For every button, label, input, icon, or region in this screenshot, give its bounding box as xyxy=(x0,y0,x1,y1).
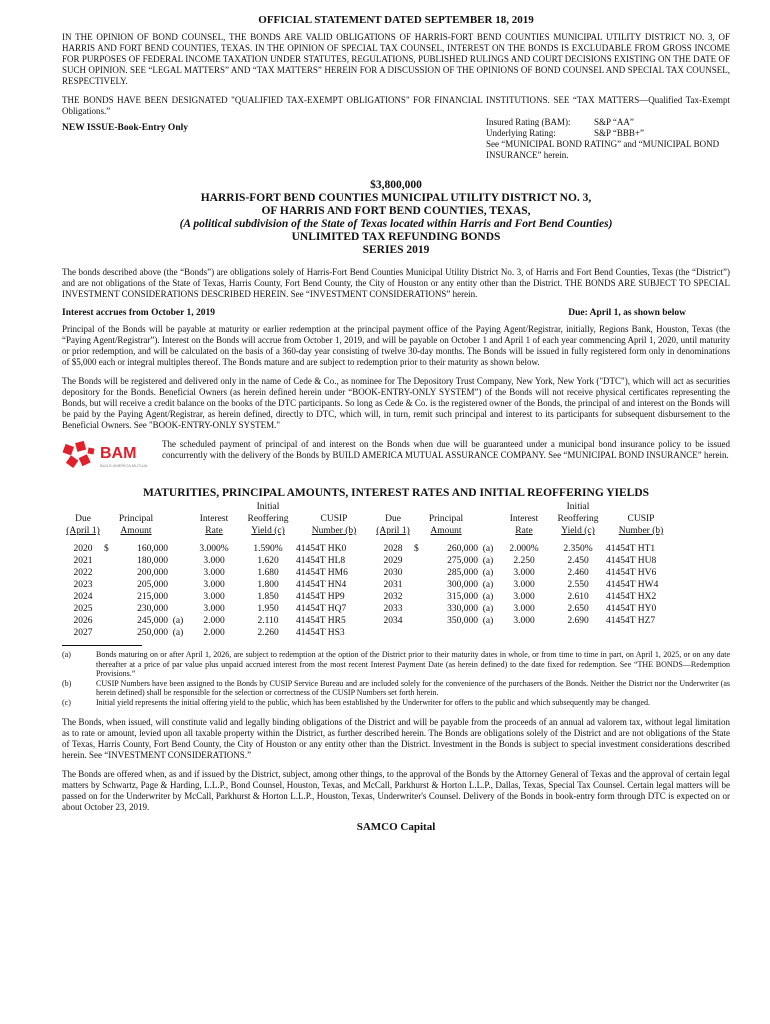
header-initial-right: Initial xyxy=(566,502,590,512)
principal-amount-left: 200,000 xyxy=(137,568,168,578)
dollar-sign-left xyxy=(104,627,122,639)
principal-amount-left: 205,000 xyxy=(137,580,168,590)
dollar-sign-right xyxy=(414,615,432,627)
redemption-note-right: (a) xyxy=(482,544,494,554)
table-row xyxy=(62,627,676,639)
header-reoffering-right: Reoffering xyxy=(557,514,599,524)
footnote-b-key: (b) xyxy=(62,678,72,688)
header-row-labels xyxy=(62,513,676,525)
reoffering-yield-left: 1.950 xyxy=(257,604,279,614)
statement-date-title: OFFICIAL STATEMENT DATED SEPTEMBER 18, 2019 xyxy=(258,14,534,26)
due-year-right: 2032 xyxy=(383,592,403,602)
bond-type-line: UNLIMITED TAX REFUNDING BONDS xyxy=(291,231,501,243)
bond-amount: $3,800,000 xyxy=(370,179,422,191)
reoffering-yield-left: 1.800 xyxy=(257,580,279,590)
reoffering-yield-right: 2.460 xyxy=(567,568,589,578)
bam-logo-text: BAM xyxy=(100,445,137,462)
bond-counsel-opinion: IN THE OPINION OF BOND COUNSEL, THE BONDS ARE VALID OBLIGATIONS OF HARRIS-FORT BEND COUNTIES MUNICIPAL UTILITY DISTRICT NO. 3, OF HARRIS AND FORT BEND COUNTIES, TEXAS. IN THE OPINION OF SPECIAL TAX COUNSEL, INTEREST ON THE BONDS IS EXCLUDABLE FROM GROSS INCOME FOR PURPOSES OF FEDERAL INCOME TAXATION UNDER STATUTES, REGULATIONS, PUBLISHED RULINGS AND COURT DECISIONS EXISTING ON THE DATE OF SUCH OPINION. SEE “LEGAL MATTERS” AND “TAX MATTERS” HEREIN FOR A DISCUSSION OF THE OPINIONS OF BOND COUNSEL AND SPECIAL TAX COUNSEL, RESPECTIVELY. xyxy=(62,32,730,86)
due-year-right xyxy=(372,627,414,639)
footnote-b-text: CUSIP Numbers have been assigned to the Bonds by CUSIP Service Bureau and are included solely for the convenience of the purchasers of the Bonds. Neither the District nor the Underwriter (as herein defined) shall be responsible for the selection or correctness of the CUSIP Numbers set forth herein. xyxy=(96,678,730,697)
cusip-number-right: 41454T HT1 xyxy=(606,544,656,554)
header-due-sub-left: (April 1) xyxy=(66,526,100,536)
table-row xyxy=(62,543,676,555)
reoffering-yield-left: 1.590% xyxy=(253,544,283,554)
header-yield-sub-left: Yield (c) xyxy=(251,526,285,536)
header-cusip-sub-left: Number (b) xyxy=(311,526,357,536)
redemption-note-right: (a) xyxy=(482,592,494,602)
redemption-note-right: (a) xyxy=(482,616,494,626)
series-line: SERIES 2019 xyxy=(362,244,430,256)
interest-rate-right: 2.250 xyxy=(513,556,535,566)
issue-and-ratings xyxy=(62,119,730,173)
bond-title-block xyxy=(62,179,730,257)
due-year-left: 2024 xyxy=(73,592,93,602)
header-interest-right: Interest xyxy=(509,514,539,524)
redemption-note-right: (a) xyxy=(482,604,494,614)
ratings-see-note: See “MUNICIPAL BOND RATING” and “MUNICIPAL BOND INSURANCE” herein. xyxy=(486,139,720,160)
footnote-a xyxy=(62,650,730,679)
due-year-left: 2023 xyxy=(73,580,93,590)
redemption-note-right xyxy=(478,627,498,639)
header-due-sub-right: (April 1) xyxy=(376,526,410,536)
dollar-sign-right xyxy=(414,567,432,579)
table-row xyxy=(62,567,676,579)
principal-amount-right: 300,000 xyxy=(447,580,478,590)
footnotes xyxy=(62,650,730,707)
reoffering-yield-right: 2.690 xyxy=(567,616,589,626)
interest-rate-right: 3.000 xyxy=(513,592,535,602)
redemption-note-right: (a) xyxy=(482,556,494,566)
maturities-title: MATURITIES, PRINCIPAL AMOUNTS, INTEREST RATES AND INITIAL REOFFERING YIELDS xyxy=(142,487,650,499)
interest-rate-right xyxy=(498,627,550,639)
due-year-left: 2026 xyxy=(73,616,93,626)
dollar-sign-right xyxy=(414,555,432,567)
redemption-note-left xyxy=(168,579,188,591)
due-year-left: 2022 xyxy=(73,568,93,578)
interest-rate-right: 3.000 xyxy=(513,580,535,590)
dollar-sign-right xyxy=(414,591,432,603)
principal-amount-right: 285,000 xyxy=(447,568,478,578)
cusip-number-right: 41454T HX2 xyxy=(606,592,657,602)
due-year-left: 2025 xyxy=(73,604,93,614)
payable-paragraph: The Bonds, when issued, will constitute valid and legally binding obligations of the District and will be payable from the proceeds of an annual ad valorem tax, without legal limitation as to rate or amount, levied upon all taxable property within the District, as further described herein. The Bonds are obligations solely of the District and are not obligations of the State of Texas, Harris County, Fort Bend County, the City of Houston or any entity other than the District. Investment in the Bonds is subject to special investment considerations described herein. See “INVESTMENT CONSIDERATIONS.” xyxy=(62,717,730,760)
interest-rate-right: 2.000% xyxy=(509,544,539,554)
offered-paragraph: The Bonds are offered when, as and if issued by the District, subject, among other things, to the approval of the Bonds by the Attorney General of Texas and the approval of certain legal matters by Schwartz, Page & Harding, L.L.P., Bond Counsel, Houston, Texas, and McCall, Parkhurst & Horton L.L.P., Dallas, Texas, Special Tax Counsel. Certain legal matters will be passed on for the Underwriter by McCall, Parkhurst & Horton L.L.P., Houston, Texas, Underwriter's Counsel. Delivery of the Bonds in book-entry form through DTC is expected on or about October 23, 2019. xyxy=(62,769,730,812)
due-year-right: 2033 xyxy=(383,604,403,614)
reoffering-yield-right: 2.610 xyxy=(567,592,589,602)
redemption-note-left xyxy=(168,567,188,579)
table-row xyxy=(62,555,676,567)
dollar-sign-right xyxy=(414,603,432,615)
district-name-line2: OF HARRIS AND FORT BEND COUNTIES, TEXAS, xyxy=(261,205,531,217)
principal-amount-left: 250,000 xyxy=(137,628,168,638)
cusip-number-left: 41454T HP9 xyxy=(296,592,345,602)
principal-amount-left: 160,000 xyxy=(137,544,168,554)
cusip-number-right: 41454T HY0 xyxy=(606,604,657,614)
ratings-block xyxy=(486,117,736,161)
interest-accrues-label: Interest accrues from October 1, 2019 xyxy=(62,308,216,318)
interest-rate-left: 3.000 xyxy=(203,568,225,578)
table-row xyxy=(62,591,676,603)
header-cusip-right: CUSIP xyxy=(627,514,655,524)
principal-amount-left: 245,000 xyxy=(137,616,168,626)
interest-rate-left: 3.000 xyxy=(203,604,225,614)
due-year-left: 2027 xyxy=(73,628,93,638)
dollar-sign-left xyxy=(104,615,122,627)
political-subdivision-line: (A political subdivision of the State of Texas located within Harris and Fort Bend Counties) xyxy=(179,218,613,230)
principal-amount-right: 260,000 xyxy=(447,544,478,554)
principal-amount-right: 315,000 xyxy=(447,592,478,602)
reoffering-yield-right: 2.550 xyxy=(567,580,589,590)
header-amount-sub-left: Amount xyxy=(120,526,152,536)
footnote-c-text: Initial yield represents the initial offering yield to the public, which has been established by the Underwriter for offers to the public and which subsequently may be changed. xyxy=(96,697,650,707)
table-row xyxy=(62,615,676,627)
principal-paragraph: Principal of the Bonds will be payable at maturity or earlier redemption at the principal payment office of the Paying Agent/Registrar, initially, Regions Bank, Houston, Texas (the “Paying Agent/Registrar”). Interest on the Bonds will accrue from October 1, 2019, and will be payable on October 1 and April 1 of each year commencing April 1, 2020, until maturity or prior redemption, and will be calculated on the basis of a 360-day year consisting of twelve 30-day months. The Bonds will be issued in fully registered form only in denominations of $5,000 each or integral multiples thereof. The Bonds mature and are subject to redemption prior to their maturity as shown below. xyxy=(62,324,730,367)
cusip-number-left: 41454T HS3 xyxy=(296,628,345,638)
footnote-c xyxy=(62,698,730,708)
table-row xyxy=(62,579,676,591)
reoffering-yield-left: 2.260 xyxy=(257,628,279,638)
interest-rate-left: 3.000 xyxy=(203,592,225,602)
cusip-number-left: 41454T HQ7 xyxy=(296,604,347,614)
cusip-number-left: 41454T HK0 xyxy=(296,544,347,554)
redemption-note-left xyxy=(168,591,188,603)
principal-amount-left: 215,000 xyxy=(137,592,168,602)
reoffering-yield-right xyxy=(550,627,606,639)
bam-logo-subtext: BUILD AMERICA MUTUAL xyxy=(100,463,149,468)
header-row-initial xyxy=(62,501,676,513)
reoffering-yield-left: 1.620 xyxy=(257,556,279,566)
redemption-note-right: (a) xyxy=(482,568,494,578)
official-statement-page xyxy=(62,14,730,833)
interest-rate-left: 3.000 xyxy=(203,580,225,590)
redemption-note-left: (a) xyxy=(172,616,184,626)
interest-rate-right: 3.000 xyxy=(513,616,535,626)
header-due-right: Due xyxy=(385,514,401,524)
bam-logo xyxy=(62,439,154,475)
header-cusip-left: CUSIP xyxy=(320,514,348,524)
dollar-sign-left xyxy=(104,603,122,615)
underlying-rating-value: S&P “BBB+” xyxy=(594,128,645,138)
tax-exempt-designation: THE BONDS HAVE BEEN DESIGNATED "QUALIFIED TAX-EXEMPT OBLIGATIONS" FOR FINANCIAL INSTITUTIONS. SEE “TAX MATTERS—Qualified Tax-Exempt Obligations.” xyxy=(62,95,730,116)
due-year-right: 2030 xyxy=(383,568,403,578)
reoffering-yield-left: 1.680 xyxy=(257,568,279,578)
reoffering-yield-left: 1.850 xyxy=(257,592,279,602)
footnote-c-key: (c) xyxy=(62,697,71,707)
header-amount-sub-right: Amount xyxy=(430,526,462,536)
cusip-number-right: 41454T HZ7 xyxy=(606,616,656,626)
footnote-a-key: (a) xyxy=(62,650,71,659)
due-year-right: 2028 xyxy=(383,544,403,554)
due-year-right: 2031 xyxy=(383,580,403,590)
redemption-note-left: (a) xyxy=(172,628,184,638)
header-rate-sub-right: Rate xyxy=(515,526,533,536)
insured-rating-label: Insured Rating (BAM): xyxy=(486,117,571,127)
dollar-sign-left xyxy=(104,555,122,567)
header-interest-left: Interest xyxy=(199,514,229,524)
dollar-sign-left: $ xyxy=(104,544,109,554)
header-due-left: Due xyxy=(75,514,91,524)
dtc-paragraph: The Bonds will be registered and delivered only in the name of Cede & Co., as nominee for The Depository Trust Company, New York, New York ("DTC"), which will act as securities depository for the Bonds. Beneficial Owners (as herein defined herein under “BOOK-ENTRY-ONLY SYSTEM”) of the Bonds will not receive physical certificates representing the Bonds, but will receive a credit balance on the books of the DTC participants. So long as Cede & Co. is the registered owner of the Bonds, the principal of and interest on the Bonds will be paid by the Paying Agent/Registrar, as herein defined, directly to DTC, which will, in turn, remit such principal and interest to its participants for subsequent disbursement to the Beneficial Owners. See "BOOK-ENTRY-ONLY SYSTEM." xyxy=(62,376,730,430)
principal-amount-right: 275,000 xyxy=(447,556,478,566)
header-reoffering-left: Reoffering xyxy=(247,514,289,524)
principal-amount-right: 350,000 xyxy=(447,616,478,626)
reoffering-yield-right: 2.350% xyxy=(563,544,593,554)
principal-amount-left: 180,000 xyxy=(137,556,168,566)
insured-rating-value: S&P “AA” xyxy=(594,117,634,127)
dollar-sign-left xyxy=(104,591,122,603)
header-cusip-sub-right: Number (b) xyxy=(618,526,664,536)
table-row xyxy=(62,603,676,615)
bam-insurance-row xyxy=(62,439,730,479)
header-row-sublabels xyxy=(62,525,676,537)
cusip-number-right xyxy=(606,627,676,639)
new-issue-label: NEW ISSUE-Book-Entry Only xyxy=(62,123,188,133)
footnote-b xyxy=(62,679,730,698)
reoffering-yield-right: 2.650 xyxy=(567,604,589,614)
maturities-table xyxy=(62,501,676,639)
header-rate-sub-left: Rate xyxy=(205,526,223,536)
bam-logo-mark-icon xyxy=(63,441,95,468)
cusip-number-left: 41454T HN4 xyxy=(296,580,347,590)
cusip-number-left: 41454T HL8 xyxy=(296,556,346,566)
redemption-note-left xyxy=(168,603,188,615)
interest-rate-left: 3.000 xyxy=(203,556,225,566)
cusip-number-right: 41454T HW4 xyxy=(606,580,659,590)
footnote-a-text: Bonds maturing on or after April 1, 2026, are subject to redemption at the option of the District prior to their maturity dates in whole, or from time to time in part, on April 1, 2025, or on any date thereafter at a price of par value plus unpaid accrued interest from the most recent Interest Payment Date (as herein defined) to the date fixed for redemption. See “THE BONDS—Redemption Provisions.” xyxy=(96,650,730,678)
dollar-sign-left xyxy=(104,567,122,579)
due-year-left: 2021 xyxy=(73,556,93,566)
cusip-number-left: 41454T HR5 xyxy=(296,616,346,626)
dollar-sign-right xyxy=(414,579,432,591)
due-year-right: 2034 xyxy=(383,616,403,626)
interest-rate-left: 2.000 xyxy=(203,628,225,638)
dollar-sign-right: $ xyxy=(414,544,419,554)
redemption-note-left xyxy=(168,543,188,555)
interest-rate-right: 3.000 xyxy=(513,568,535,578)
cusip-number-right: 41454T HU8 xyxy=(606,556,657,566)
interest-rate-right: 3.000 xyxy=(513,604,535,614)
bam-insurance-text: The scheduled payment of principal of and interest on the Bonds when due will be guaranteed under a municipal bond insurance policy to be issued concurrently with the delivery of the Bonds by BUILD AMERICA MUTUAL ASSURANCE COMPANY. See “MUNICIPAL BOND INSURANCE” herein. xyxy=(162,439,730,460)
underlying-rating-label: Underlying Rating: xyxy=(486,128,556,138)
principal-amount-left: 230,000 xyxy=(137,604,168,614)
dollar-sign-right xyxy=(414,627,432,639)
maturities-body xyxy=(62,543,676,639)
header-initial-left: Initial xyxy=(256,502,280,512)
due-year-left: 2020 xyxy=(73,544,93,554)
header-principal-right: Principal xyxy=(428,514,464,524)
interest-rate-left: 3.000% xyxy=(199,544,229,554)
redemption-note-right: (a) xyxy=(482,580,494,590)
reoffering-yield-left: 2.110 xyxy=(257,616,279,626)
underwriter-name: SAMCO Capital xyxy=(356,821,436,833)
principal-amount-right xyxy=(432,627,478,639)
interest-rate-left: 2.000 xyxy=(203,616,225,626)
principal-amount-right: 330,000 xyxy=(447,604,478,614)
header-yield-sub-right: Yield (c) xyxy=(561,526,595,536)
reoffering-yield-right: 2.450 xyxy=(567,556,589,566)
dollar-sign-left xyxy=(104,579,122,591)
due-label: Due: April 1, as shown below xyxy=(568,308,686,318)
district-name-line1: HARRIS-FORT BEND COUNTIES MUNICIPAL UTILITY DISTRICT NO. 3, xyxy=(200,192,592,204)
due-year-right: 2029 xyxy=(383,556,403,566)
footnote-rule xyxy=(62,645,142,646)
interest-due-row xyxy=(62,308,730,320)
header-principal-left: Principal xyxy=(118,514,154,524)
cusip-number-left: 41454T HM6 xyxy=(296,568,348,578)
redemption-note-left xyxy=(168,555,188,567)
cusip-number-right: 41454T HV6 xyxy=(606,568,657,578)
intro-paragraph: The bonds described above (the “Bonds”) are obligations solely of Harris-Fort Bend Counties Municipal Utility District No. 3, of Harris and Fort Bend Counties, Texas (the “District”) and are not obligations of the State of Texas, Harris County, Fort Bend County, the City of Houston or any entity other than the District. THE BONDS ARE SUBJECT TO SPECIAL INVESTMENT CONSIDERATIONS DESCRIBED HEREIN. See “INVESTMENT CONSIDERATIONS” herein. xyxy=(62,267,730,299)
